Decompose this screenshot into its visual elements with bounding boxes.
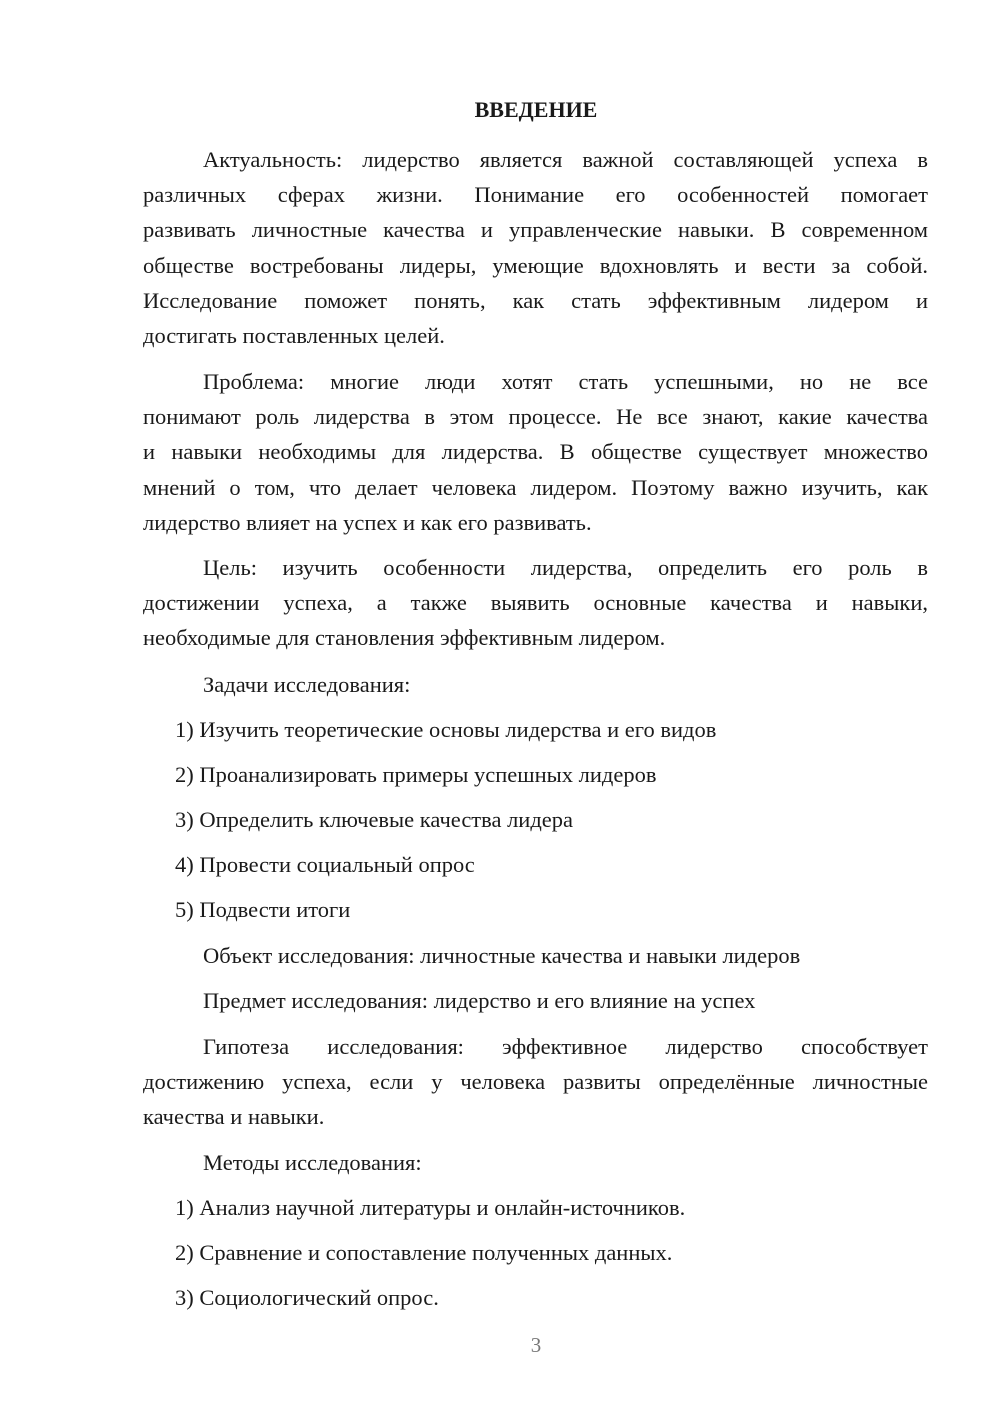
paragraph-line: понимают роль лидерства в этом процессе. Не все знают, какие качества [143,404,928,430]
paragraph-line: развивать личностные качества и управленческие навыки. В современном [143,217,928,243]
list-item: 3) Определить ключевые качества лидера [175,807,574,832]
paragraph-line: достигать поставленных целей. [143,323,445,348]
list-item: 4) Провести социальный опрос [175,852,475,877]
paragraph-line: Объект исследования: личностные качества и навыки лидеров [203,943,801,968]
paragraph-line: достижению успеха, если у человека развиты определённые личностные [143,1069,928,1095]
paragraph-line: Гипотеза исследования: эффективное лидерство способствует [203,1034,928,1059]
paragraph-line: Методы исследования: [203,1150,422,1175]
paragraph-line: лидерство влияет на успех и как его развивать. [143,509,592,535]
paragraph-line: необходимые для становления эффективным лидером. [143,625,666,651]
paragraph-line: мнений о том, что делает человека лидером. Поэтому важно изучить, как [143,474,928,500]
list-item: 5) Подвести итоги [175,897,351,922]
list-item: 2) Проанализировать примеры успешных лидеров [175,762,657,787]
list-item: 1) Анализ научной литературы и онлайн-источников. [175,1195,686,1220]
paragraph-line: различных сферах жизни. Понимание его особенностей помогает [143,182,928,208]
paragraph-line: качества и навыки. [143,1104,325,1130]
section-title: ВВЕДЕНИЕ [474,97,598,122]
paragraph-line: Предмет исследования: лидерство и его влияние на успех [203,988,756,1013]
list-item: 3) Социологический опрос. [175,1285,439,1310]
paragraph-line: и навыки необходимы для лидерства. В обществе существует множество [143,439,928,465]
paragraph-line: обществе востребованы лидеры, умеющие вдохновлять и вести за собой. [143,252,928,278]
list-item: 2) Сравнение и сопоставление полученных данных. [175,1240,673,1265]
paragraph-line: Исследование поможет понять, как стать эффективным лидером и [143,287,928,313]
paragraph-line: достижении успеха, а также выявить основные качества и навыки, [143,590,928,616]
paragraph-line: Проблема: многие люди хотят стать успешными, но не все [203,369,928,394]
paragraph-line: Цель: изучить особенности лидерства, определить его роль в [203,555,928,580]
paragraph-line: Задачи исследования: [203,672,411,697]
page-number: 3 [530,1333,542,1357]
list-item: 1) Изучить теоретические основы лидерства и его видов [175,717,717,742]
paragraph-line: Актуальность: лидерство является важной составляющей успеха в [203,147,928,172]
